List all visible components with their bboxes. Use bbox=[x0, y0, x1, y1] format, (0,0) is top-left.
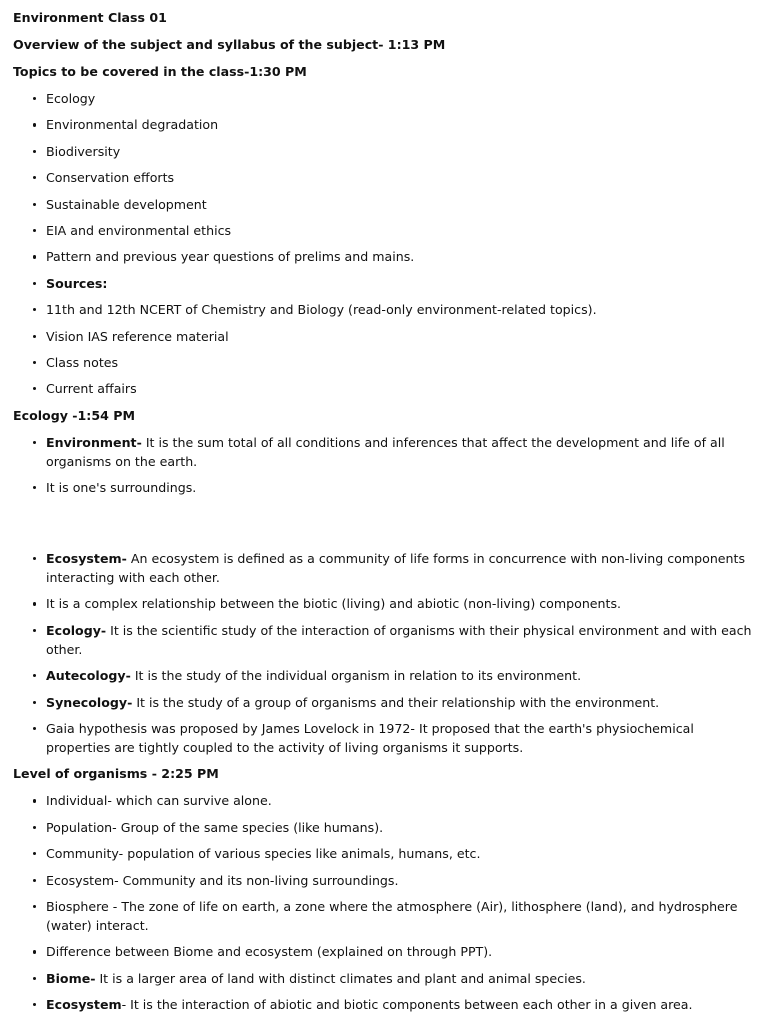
list-item bbox=[46, 478, 754, 497]
levels-heading: Level of organisms - 2:25 PM bbox=[13, 766, 219, 782]
list-item-text: Population- Group of the same species (like humans). bbox=[46, 819, 384, 835]
list-item bbox=[46, 897, 754, 935]
list-item-text: - It is the interaction of abiotic and biotic components between each other in a given area. bbox=[121, 997, 693, 1013]
list-item bbox=[46, 844, 754, 863]
list-item-term: Ecosystem- bbox=[46, 551, 127, 567]
list-item bbox=[46, 549, 754, 587]
list-item bbox=[46, 594, 754, 613]
list-item-text: Pattern and previous year questions of prelims and mains. bbox=[46, 249, 415, 265]
list-item bbox=[46, 142, 754, 161]
list-item-text: An ecosystem is defined as a community of life forms in concurrence with non-living components interacting with each other. bbox=[46, 551, 746, 586]
list-item-text: It is the sum total of all conditions and inferences that affect the development and life of all organisms on the earth. bbox=[46, 434, 725, 469]
list-item bbox=[46, 247, 754, 266]
list-item-text: Community- population of various species like animals, humans, etc. bbox=[46, 846, 481, 862]
list-item-text: Sustainable development bbox=[46, 196, 207, 212]
list-item-term: Sources: bbox=[46, 275, 108, 291]
list-item bbox=[46, 791, 754, 810]
list-item bbox=[46, 433, 754, 471]
list-item bbox=[46, 621, 754, 659]
list-item-text: Gaia hypothesis was proposed by James Lovelock in 1972- It proposed that the earth's physiochemical properties are tightly coupled to the activity of living organisms it supports. bbox=[46, 721, 694, 756]
list-item-text: 11th and 12th NCERT of Chemistry and Biology (read-only environment-related topics). bbox=[46, 302, 597, 318]
list-item-term: Ecosystem bbox=[46, 997, 122, 1013]
list-item-text: Current affairs bbox=[46, 381, 137, 397]
list-item-text: Difference between Biome and ecosystem (explained on through PPT). bbox=[46, 944, 493, 960]
list-item-text: It is one's surroundings. bbox=[46, 480, 197, 496]
ecology-heading: Ecology -1:54 PM bbox=[13, 407, 135, 423]
list-item-text: Vision IAS reference material bbox=[46, 328, 229, 344]
list-item bbox=[46, 719, 754, 757]
list-item-text: Class notes bbox=[46, 354, 119, 370]
list-item bbox=[46, 666, 754, 685]
topics-heading: Topics to be covered in the class-1:30 PM bbox=[13, 64, 307, 79]
list-item-text: It is a larger area of land with distinct climates and plant and animal species. bbox=[95, 970, 586, 986]
list-item-text: It is the scientific study of the interaction of organisms with their physical environment and with each other. bbox=[46, 622, 752, 657]
list-item-text: Conservation efforts bbox=[46, 170, 175, 186]
list-item bbox=[46, 995, 754, 1014]
list-item bbox=[46, 168, 754, 187]
list-item bbox=[46, 353, 754, 372]
list-item-text: Individual- which can survive alone. bbox=[46, 793, 272, 809]
list-item-term: Synecology- bbox=[46, 694, 133, 710]
levels-list bbox=[13, 791, 754, 1014]
list-item-text: Environmental degradation bbox=[46, 117, 219, 133]
ecology-list-b bbox=[13, 549, 754, 757]
list-item-text: Ecology bbox=[46, 91, 96, 106]
list-item bbox=[46, 274, 754, 293]
list-item-term: Autecology- bbox=[46, 668, 131, 684]
list-item-term: Ecology- bbox=[46, 622, 107, 638]
list-item bbox=[46, 693, 754, 712]
list-item bbox=[46, 818, 754, 837]
list-item-text: It is the study of the individual organism in relation to its environment. bbox=[130, 668, 582, 684]
list-item bbox=[46, 300, 754, 319]
list-item-text: EIA and environmental ethics bbox=[46, 222, 232, 238]
list-item bbox=[46, 969, 754, 988]
list-item bbox=[46, 871, 754, 890]
list-item bbox=[46, 379, 754, 398]
list-item-text: It is the study of a group of organisms and their relationship with the environment. bbox=[132, 694, 660, 710]
list-item-term: Biome- bbox=[46, 970, 96, 986]
ecology-list-a bbox=[13, 433, 754, 497]
list-item-term: Environment- bbox=[46, 434, 142, 450]
list-item bbox=[46, 195, 754, 214]
list-item bbox=[46, 327, 754, 346]
list-item bbox=[46, 942, 754, 961]
topics-list bbox=[13, 89, 754, 398]
page-title: Environment Class 01 bbox=[13, 10, 167, 25]
overview-heading: Overview of the subject and syllabus of the subject- 1:13 PM bbox=[13, 37, 446, 52]
list-item bbox=[46, 221, 754, 240]
list-item-text: Ecosystem- Community and its non-living surroundings. bbox=[46, 872, 399, 888]
list-item bbox=[46, 115, 754, 134]
list-item-text: Biosphere - The zone of life on earth, a zone where the atmosphere (Air), lithosphere (land), and hydrosphere (water) interact. bbox=[46, 898, 738, 933]
list-item-text: It is a complex relationship between the biotic (living) and abiotic (non-living) components. bbox=[46, 596, 622, 612]
list-item-text: Biodiversity bbox=[46, 143, 121, 159]
list-item bbox=[46, 89, 754, 108]
